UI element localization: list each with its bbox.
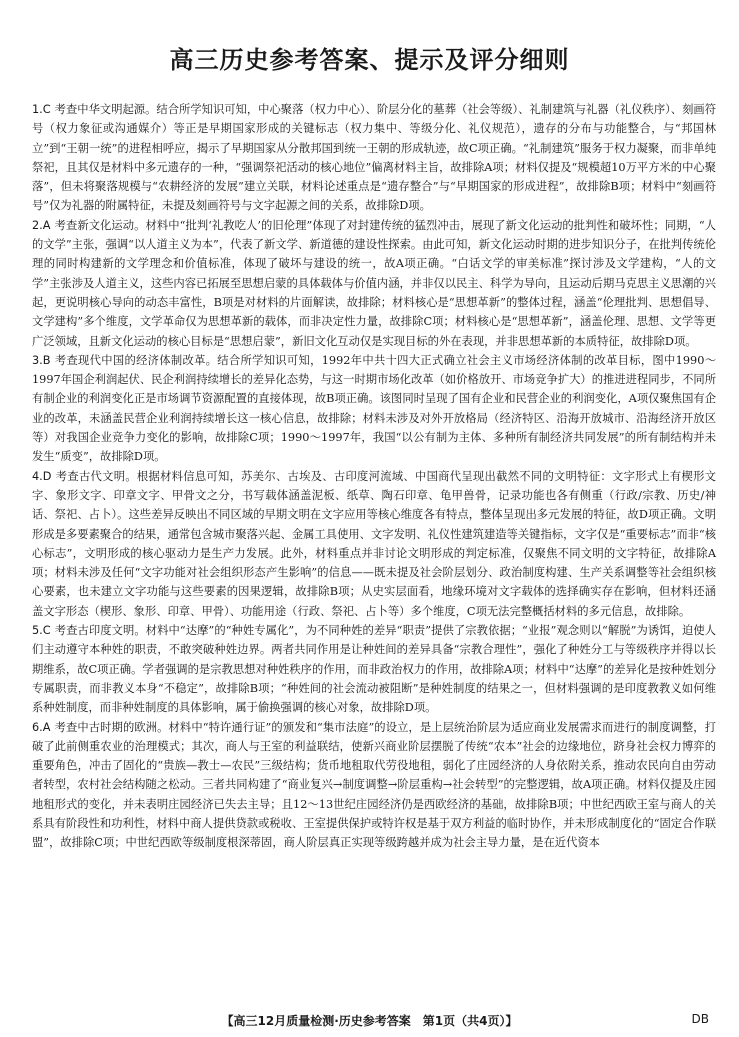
- answer-item-6: [32, 718, 716, 853]
- item-explanation: 考查新文化运动。材料中“批判‘礼教吃人’的旧伦理”体现了对封建传统的猛烈冲击，展现了新文化运动的批判性和破坏性；同期，“人的文学”主张，强调“以人道主义为本”，代表了新文学、新道德的建设性探索。由此可知，新文化运动时期的进步知识分子，在批判传统伦理的同时构建新的文学理念和价值标准，体现了破坏与建设的统一，故A项正确。“白话文学的审美标准”探讨涉及文学建构，“人的文学”主张涉及人道主义，这些内容已拓展至思想启蒙的具体载体与价值内涵，并非仅以民主、科学为导向，且运动后期马克思主义思潮的兴起，更说明核心导向的动态丰富性，B项是对材料的片面解读，故排除；材料核心是“思想革新”的整体过程，涵盖“伦理批判、思想倡导、文学建构”多个维度，文学革命仅为思想革新的载体，而非决定性力量，故排除C项；材料核心是“思想革新”，涵盖伦理、思想、文学等更广泛领域，且新文化运动的核心目标是“思想启蒙”，新旧文化互动仅是实现目标的外在表现，并非思想革新的本质特征，故排除D项。: [32, 218, 716, 348]
- page-title: 高三历史参考答案、提示及评分细则: [169, 46, 570, 74]
- item-number: 2.: [32, 218, 43, 232]
- item-answer: D: [42, 469, 52, 483]
- item-number: 4.: [32, 469, 43, 483]
- item-answer: A: [42, 218, 51, 232]
- item-explanation: 考查现代中国的经济体制改革。结合所学知识可知，1992年中共十四大正式确立社会主义市场经济体制的改革目标，图中1990～1997年国企利润起伏、民企利润持续增长的差异化态势，与这一时期市场化改革（如价格放开、市场竞争扩大）的推进进程同步，不同所有制企业的利润变化正是市场调节资源配置的直接体现，故B项正确。该图同时呈现了国有企业和民营企业的利润变化，A项仅聚焦国有企业的改革，未涵盖民营企业利润持续增长这一核心信息，故排除；材料未涉及对外开放格局（经济特区、沿海开放城市、沿海经济开放区等）对我国企业竞争力变化的影响，故排除C项；1990～1997年，我国“以公有制为主体、多种所有制经济共同发展”的所有制结构并未发生“质变”，故排除D项。: [32, 353, 716, 464]
- item-number: 3.: [32, 353, 43, 367]
- answer-list: [32, 100, 716, 853]
- item-answer: B: [42, 353, 51, 367]
- answer-item-3: [32, 351, 716, 467]
- footer-code: DB: [691, 1012, 709, 1026]
- item-explanation: 考查古印度文明。材料中“达摩”的“种姓专属化”，为不同种姓的差异“职责”提供了宗教依据；“业报”观念则以“解脱”为诱饵，迫使人们主动遵守本种姓的职责，不敢突破种姓边界。两者共同作用是让种姓间的差异具备“宗教合理性”，强化了种姓分工与等级秩序并得以长期维系，故C项正确。学者强调的是宗教思想对种姓秩序的作用，而非政治权力的作用，故排除A项；材料中“达摩”的差异化是按种姓划分专属职责，而非教义本身“不稳定”，故排除B项；“种姓间的社会流动被阻断”是种姓制度的结果之一，但材料强调的是印度教教义如何维系种姓制度，而非种姓制度的具体影响，属于偷换强调的核心对象，故排除D项。: [32, 624, 716, 715]
- item-answer: C: [42, 103, 51, 116]
- page-footer: 【高三12月质量检测·历史参考答案 第1页（共4页）】: [221, 1014, 518, 1028]
- item-number: 1.: [32, 103, 43, 116]
- answer-item-2: [32, 216, 716, 351]
- answer-item-1: [32, 100, 716, 216]
- item-answer: A: [42, 720, 51, 734]
- item-explanation: 考查古代文明。根据材料信息可知，苏美尔、古埃及、古印度河流域、中国商代呈现出截然不同的文明特征：文字形式上有楔形文字、象形文字、印章文字、甲骨文之分，书写载体涵盖泥板、纸草、陶石印章、龟甲兽骨，记录功能也各有侧重（行政/宗教、历史/神话、祭祀、占卜）。这些差异反映出不同区域的早期文明在文字应用等核心维度各有特点，整体呈现出多元发展的特征，故D项正确。文明形成是多要素聚合的结果，通常包含城市聚落兴起、金属工具使用、文字发明、礼仪性建筑建造等关键指标，文字仅是“重要标志”而非“核心标志”，文明形成的核心驱动力是生产力发展。此外，材料重点并非讨论文明形成的判定标准，仅聚焦不同文明的文字特征，故排除A项；材料未涉及任何“文字功能对社会组织形态产生影响”的信息——既未提及社会阶层划分、政治制度构建、生产关系调整等社会组织核心要素，也未建立文字功能与这些要素的因果逻辑，故排除B项；从史实层面看，地缘环境对文字载体的选择确实存在影响，但材料还涵盖文字形态（楔形、象形、印章、甲骨）、功能用途（行政、祭祀、占卜等）多个维度，C项无法完整概括材料的多元信息，故排除。: [32, 469, 716, 618]
- item-answer: C: [42, 624, 51, 638]
- item-number: 5.: [32, 624, 43, 638]
- answer-item-4: [32, 467, 716, 621]
- item-explanation: 考查中古时期的欧洲。材料中“特许通行证”的颁发和“集市法庭”的设立，是上层统治阶层为适应商业发展需求而进行的制度调整，打破了此前侧重农业的治理模式；其次，商人与王室的利益联结，使新兴商业阶层摆脱了传统“农本”社会的边缘地位，跻身社会权力博弈的重要角色，冲击了固化的“贵族—教士—农民”三级结构；货币地租取代劳役地租，弱化了庄园经济的人身依附关系，推动农民向自由劳动者转型，农村社会结构随之松动。三者共同构建了“商业复兴→制度调整→阶层重构→社会转型”的完整逻辑，故A项正确。材料仅提及庄园地租形式的变化，并未表明庄园经济已失去主导；且12～13世纪庄园经济仍是西欧经济的基础，故排除B项；中世纪西欧王室与商人的关系具有阶段性和功利性，材料中商人提供贷款或税收、王室提供保护或特许权是基于双方利益的临时协作，并未形成制度化的“固定合作联盟”，故排除C项；中世纪西欧等级制度根深蒂固，商人阶层真正实现等级跨越并成为社会主导力量，是在近代资本: [32, 720, 716, 850]
- item-explanation: 考查中华文明起源。结合所学知识可知，中心聚落（权力中心）、阶层分化的墓葬（社会等级）、礼制建筑与礼器（礼仪秩序）、刻画符号（权力象征或沟通媒介）等正是早期国家形成的关键标志（权力集中、等级分化、礼仪规范），遗存的分布与功能整合，与“邦国林立”到“王朝一统”的进程相呼应，揭示了早期国家从分散邦国到统一王朝的形成轨迹，故C项正确。“礼制建筑”服务于权力凝聚，而非单纯祭祀，且其仅是材料中多元遗存的一种，“强调祭祀活动的核心地位”偏离材料主旨，故排除A项；材料仅提及“规模超10万平方米的中心聚落”，但未将聚落规模与“农耕经济的发展”建立关联，材料论述重点是“遗存整合”与“早期国家的形成进程”，故排除B项；材料中“刻画符号”仅为礼器的附属特征，未提及刻画符号与文字起源之间的关系，故排除D项。: [32, 103, 716, 213]
- answer-item-5: [32, 621, 716, 717]
- item-number: 6.: [32, 720, 43, 734]
